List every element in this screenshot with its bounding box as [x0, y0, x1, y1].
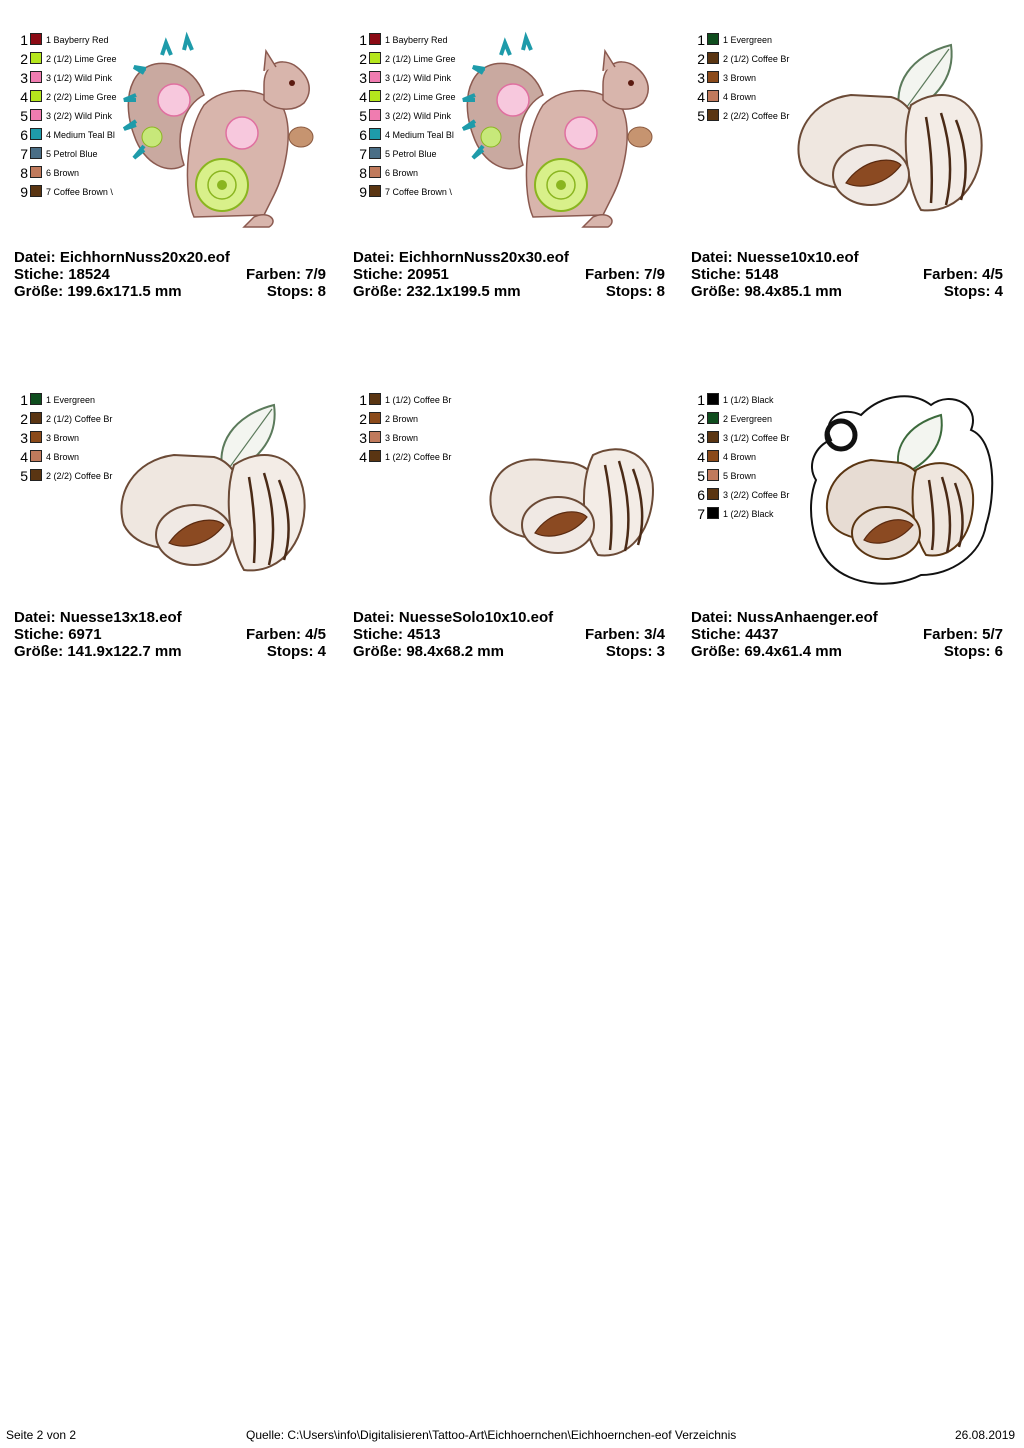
legend-index: 1: [20, 392, 28, 408]
file-label: Datei:: [14, 249, 56, 266]
thread-name: 7 Coffee Brown \: [46, 187, 113, 197]
design-info: [353, 249, 665, 300]
legend-index: 4: [359, 449, 367, 465]
file-row: [353, 249, 665, 266]
color-swatch: [30, 52, 42, 64]
design-info: [14, 249, 326, 300]
thread-name: 1 Evergreen: [723, 35, 773, 45]
thread-name: 1 (1/2) Black: [723, 395, 774, 405]
stop-count: 3: [656, 643, 665, 660]
color-swatch: [369, 166, 381, 178]
color-legend: [357, 390, 457, 466]
legend-index: 1: [359, 392, 367, 408]
color-swatch: [369, 71, 381, 83]
legend-row: [18, 30, 118, 49]
legend-row: [695, 466, 795, 485]
legend-row: [695, 68, 795, 87]
legend-row: [695, 504, 795, 523]
legend-index: 3: [20, 70, 28, 86]
legend-row: [357, 409, 457, 428]
legend-row: [357, 87, 457, 106]
size-row: [353, 283, 665, 300]
legend-index: 4: [697, 89, 705, 105]
thread-name: 4 Brown: [723, 452, 757, 462]
legend-row: [695, 87, 795, 106]
legend-row: [357, 68, 457, 87]
color-swatch: [30, 185, 42, 197]
legend-index: 7: [359, 146, 367, 162]
legend-row: [18, 106, 118, 125]
stitch-count: 18524: [68, 266, 110, 283]
file-name: EichhornNuss20x20.eof: [59, 249, 230, 266]
thread-name: 7 Coffee Brown \: [385, 187, 452, 197]
legend-index: 9: [20, 184, 28, 200]
stitches-label: Stiche:: [691, 266, 742, 283]
thread-name: 2 (2/2) Lime Gree: [46, 92, 117, 102]
design-size: 69.4x61.4 mm: [744, 643, 842, 660]
color-swatch: [30, 33, 42, 45]
size-label: Größe:: [14, 643, 64, 660]
legend-row: [18, 182, 118, 201]
file-row: [691, 249, 1003, 266]
stitch-count: 4437: [745, 626, 779, 643]
stitch-count: 4513: [407, 626, 441, 643]
thread-name: 3 Brown: [723, 73, 757, 83]
size-row: [14, 643, 326, 660]
color-swatch: [707, 393, 719, 405]
file-label: Datei:: [353, 249, 395, 266]
design-card: [691, 365, 1011, 665]
color-swatch: [707, 71, 719, 83]
color-swatch: [30, 412, 42, 424]
thread-name: 2 Evergreen: [723, 414, 773, 424]
color-legend: [695, 390, 795, 523]
thread-name: 6 Brown: [385, 168, 419, 178]
thread-name: 1 (2/2) Coffee Br: [385, 452, 452, 462]
thread-name: 3 (1/2) Wild Pink: [46, 73, 113, 83]
embroidery-preview-image: [791, 385, 1011, 595]
stop-count: 4: [317, 643, 326, 660]
thread-name: 3 (2/2) Coffee Br: [723, 490, 790, 500]
legend-index: 4: [359, 89, 367, 105]
stop-count: 6: [994, 643, 1003, 660]
stitch-count: 5148: [745, 266, 779, 283]
size-row: [691, 283, 1003, 300]
stitches-row: [353, 266, 665, 283]
thread-name: 2 (1/2) Coffee Br: [46, 414, 113, 424]
thread-name: 5 Petrol Blue: [46, 149, 98, 159]
design-size: 98.4x68.2 mm: [406, 643, 504, 660]
legend-row: [357, 125, 457, 144]
embroidery-preview-image: [791, 25, 1011, 235]
file-name: EichhornNuss20x30.eof: [398, 249, 569, 266]
file-name: Nuesse13x18.eof: [59, 609, 182, 626]
stitches-row: [691, 626, 1003, 643]
legend-index: 3: [359, 430, 367, 446]
stops-label: Stops:: [943, 283, 991, 300]
color-swatch: [707, 488, 719, 500]
color-swatch: [369, 147, 381, 159]
color-swatch: [707, 450, 719, 462]
file-label: Datei:: [691, 249, 733, 266]
thread-name: 2 Brown: [385, 414, 419, 424]
design-card: [14, 5, 334, 305]
legend-index: 5: [697, 108, 705, 124]
color-swatch: [369, 109, 381, 121]
legend-row: [357, 30, 457, 49]
color-legend: [357, 30, 457, 201]
legend-row: [18, 49, 118, 68]
legend-index: 1: [697, 32, 705, 48]
stitches-row: [353, 626, 665, 643]
color-swatch: [707, 52, 719, 64]
colors-label: Farben:: [922, 266, 978, 283]
legend-index: 3: [697, 430, 705, 446]
color-swatch: [707, 90, 719, 102]
color-swatch: [30, 90, 42, 102]
design-info: [691, 609, 1003, 660]
color-swatch: [369, 412, 381, 424]
legend-index: 7: [20, 146, 28, 162]
color-swatch: [30, 147, 42, 159]
embroidery-preview-image: [114, 385, 334, 595]
stitches-label: Stiche:: [353, 626, 404, 643]
legend-index: 8: [359, 165, 367, 181]
design-card: [353, 365, 673, 665]
legend-row: [695, 409, 795, 428]
color-legend: [18, 30, 118, 201]
thread-name: 4 Medium Teal Bl: [385, 130, 454, 140]
color-swatch: [30, 393, 42, 405]
file-row: [353, 609, 665, 626]
legend-index: 2: [697, 51, 705, 67]
legend-index: 3: [20, 430, 28, 446]
legend-row: [18, 144, 118, 163]
thread-name: 4 Medium Teal Bl: [46, 130, 115, 140]
stitches-row: [691, 266, 1003, 283]
colors-label: Farben:: [245, 266, 301, 283]
file-label: Datei:: [353, 609, 395, 626]
legend-index: 6: [20, 127, 28, 143]
legend-index: 3: [697, 70, 705, 86]
color-legend: [18, 390, 118, 485]
legend-row: [18, 125, 118, 144]
stitches-label: Stiche:: [14, 626, 65, 643]
legend-row: [357, 447, 457, 466]
design-info: [14, 609, 326, 660]
color-swatch: [369, 33, 381, 45]
legend-index: 2: [359, 411, 367, 427]
color-swatch: [30, 71, 42, 83]
legend-index: 1: [359, 32, 367, 48]
stops-label: Stops:: [605, 643, 653, 660]
color-swatch: [707, 431, 719, 443]
color-swatch: [369, 52, 381, 64]
color-swatch: [30, 431, 42, 443]
thread-name: 3 (2/2) Wild Pink: [385, 111, 452, 121]
file-name: NussAnhaenger.eof: [736, 609, 878, 626]
footer-page-number: Seite 2 von 2: [6, 1428, 77, 1442]
legend-index: 4: [20, 449, 28, 465]
legend-index: 5: [359, 108, 367, 124]
legend-row: [357, 144, 457, 163]
design-card: [353, 5, 673, 305]
size-label: Größe:: [14, 283, 64, 300]
thread-name: 2 (1/2) Coffee Br: [723, 54, 790, 64]
legend-row: [357, 428, 457, 447]
footer-date: 26.08.2019: [955, 1428, 1016, 1442]
thread-name: 3 (1/2) Coffee Br: [723, 433, 790, 443]
legend-row: [695, 485, 795, 504]
legend-index: 2: [20, 411, 28, 427]
file-row: [691, 609, 1003, 626]
color-swatch: [707, 33, 719, 45]
embroidery-preview-image: [453, 385, 673, 595]
design-card: [691, 5, 1011, 305]
legend-row: [18, 447, 118, 466]
colors-label: Farben:: [245, 626, 301, 643]
design-size: 199.6x171.5 mm: [67, 283, 182, 300]
design-size: 98.4x85.1 mm: [744, 283, 842, 300]
legend-index: 5: [20, 468, 28, 484]
size-label: Größe:: [691, 283, 741, 300]
footer-source-path: Quelle: C:\Users\info\Digitalisieren\Tattoo-Art\Eichhoernchen\Eichhoernchen-eof Verzeichnis: [246, 1428, 737, 1442]
legend-row: [18, 87, 118, 106]
color-swatch: [369, 128, 381, 140]
design-card: [14, 365, 334, 665]
thread-name: 2 (1/2) Lime Gree: [385, 54, 456, 64]
color-swatch: [30, 128, 42, 140]
embroidery-preview-image: [114, 25, 334, 235]
design-info: [353, 609, 665, 660]
colors-label: Farben:: [584, 266, 640, 283]
color-swatch: [30, 450, 42, 462]
legend-index: 6: [359, 127, 367, 143]
color-swatch: [369, 90, 381, 102]
thread-name: 1 Bayberry Red: [46, 35, 109, 45]
thread-name: 3 (1/2) Wild Pink: [385, 73, 452, 83]
colors-label: Farben:: [922, 626, 978, 643]
file-name: Nuesse10x10.eof: [736, 249, 859, 266]
color-swatch: [369, 431, 381, 443]
size-row: [14, 283, 326, 300]
color-swatch: [707, 109, 719, 121]
stops-label: Stops:: [605, 283, 653, 300]
size-row: [353, 643, 665, 660]
thread-name: 1 Evergreen: [46, 395, 96, 405]
legend-index: 1: [20, 32, 28, 48]
legend-index: 4: [697, 449, 705, 465]
design-size: 141.9x122.7 mm: [67, 643, 182, 660]
legend-row: [18, 68, 118, 87]
legend-row: [357, 106, 457, 125]
thread-name: 5 Petrol Blue: [385, 149, 437, 159]
legend-index: 2: [20, 51, 28, 67]
color-swatch: [30, 109, 42, 121]
color-count: 7/9: [644, 266, 665, 283]
stitches-label: Stiche:: [14, 266, 65, 283]
legend-row: [695, 447, 795, 466]
legend-row: [18, 409, 118, 428]
color-count: 4/5: [982, 266, 1003, 283]
color-count: 7/9: [305, 266, 326, 283]
legend-index: 1: [697, 392, 705, 408]
legend-row: [695, 49, 795, 68]
color-count: 4/5: [305, 626, 326, 643]
color-swatch: [369, 450, 381, 462]
legend-row: [357, 182, 457, 201]
legend-row: [18, 163, 118, 182]
color-swatch: [30, 469, 42, 481]
legend-index: 3: [359, 70, 367, 86]
legend-index: 6: [697, 487, 705, 503]
design-size: 232.1x199.5 mm: [406, 283, 521, 300]
legend-index: 7: [697, 506, 705, 522]
legend-index: 4: [20, 89, 28, 105]
stitch-count: 20951: [407, 266, 449, 283]
legend-index: 2: [359, 51, 367, 67]
thread-name: 2 (2/2) Coffee Br: [723, 111, 790, 121]
stitch-count: 6971: [68, 626, 102, 643]
legend-row: [695, 106, 795, 125]
legend-row: [695, 390, 795, 409]
size-label: Größe:: [691, 643, 741, 660]
file-label: Datei:: [691, 609, 733, 626]
legend-row: [18, 390, 118, 409]
file-row: [14, 609, 326, 626]
color-swatch: [707, 412, 719, 424]
colors-label: Farben:: [584, 626, 640, 643]
thread-name: 2 (1/2) Lime Gree: [46, 54, 117, 64]
legend-row: [357, 163, 457, 182]
stitches-row: [14, 626, 326, 643]
embroidery-preview-image: [453, 25, 673, 235]
color-count: 3/4: [644, 626, 665, 643]
legend-row: [18, 428, 118, 447]
thread-name: 2 (2/2) Lime Gree: [385, 92, 456, 102]
legend-index: 2: [697, 411, 705, 427]
thread-name: 2 (2/2) Coffee Br: [46, 471, 113, 481]
thread-name: 5 Brown: [723, 471, 757, 481]
stops-label: Stops:: [266, 643, 314, 660]
design-info: [691, 249, 1003, 300]
legend-row: [18, 466, 118, 485]
stops-label: Stops:: [266, 283, 314, 300]
size-row: [691, 643, 1003, 660]
thread-name: 4 Brown: [723, 92, 757, 102]
color-count: 5/7: [982, 626, 1003, 643]
stitches-row: [14, 266, 326, 283]
legend-index: 9: [359, 184, 367, 200]
thread-name: 3 (2/2) Wild Pink: [46, 111, 113, 121]
thread-name: 6 Brown: [46, 168, 80, 178]
size-label: Größe:: [353, 283, 403, 300]
thread-name: 1 (1/2) Coffee Br: [385, 395, 452, 405]
stop-count: 8: [656, 283, 665, 300]
legend-row: [357, 49, 457, 68]
legend-row: [695, 428, 795, 447]
thread-name: 4 Brown: [46, 452, 80, 462]
stitches-label: Stiche:: [353, 266, 404, 283]
stop-count: 4: [994, 283, 1003, 300]
size-label: Größe:: [353, 643, 403, 660]
stitches-label: Stiche:: [691, 626, 742, 643]
thread-name: 1 (2/2) Black: [723, 509, 774, 519]
legend-index: 8: [20, 165, 28, 181]
legend-index: 5: [20, 108, 28, 124]
color-swatch: [369, 185, 381, 197]
color-swatch: [707, 469, 719, 481]
legend-row: [695, 30, 795, 49]
color-swatch: [707, 507, 719, 519]
file-label: Datei:: [14, 609, 56, 626]
file-name: NuesseSolo10x10.eof: [398, 609, 554, 626]
thread-name: 3 Brown: [385, 433, 419, 443]
color-legend: [695, 30, 795, 125]
thread-name: 1 Bayberry Red: [385, 35, 448, 45]
stops-label: Stops:: [943, 643, 991, 660]
legend-index: 5: [697, 468, 705, 484]
color-swatch: [30, 166, 42, 178]
color-swatch: [369, 393, 381, 405]
thread-name: 3 Brown: [46, 433, 80, 443]
legend-row: [357, 390, 457, 409]
file-row: [14, 249, 326, 266]
stop-count: 8: [317, 283, 326, 300]
